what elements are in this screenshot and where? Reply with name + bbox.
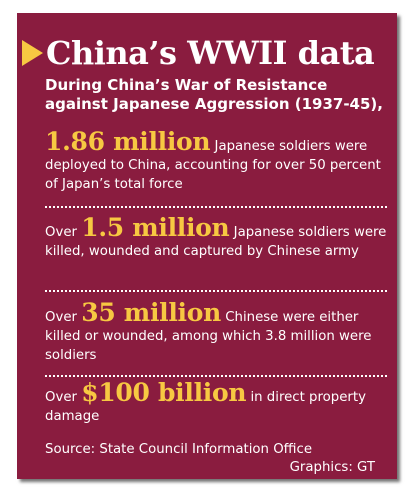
stat-text: Chinese were either killed or wounded, among which 3.8 million were soldiers <box>45 310 372 363</box>
stat-item <box>45 213 387 261</box>
infographic-panel <box>17 13 397 479</box>
stat-text: Japanese soldiers were deployed to China, accounting for over 50 percent of Japan’s total force <box>45 139 381 192</box>
stat-item <box>45 127 387 194</box>
subtitle: During China’s War of Resistance against Japanese Aggression (1937-45), <box>45 76 383 113</box>
graphics-credit: Graphics: GT <box>289 460 375 475</box>
page-title: China’s WWII data <box>46 34 375 72</box>
stat-prefix: Over <box>45 310 82 325</box>
stat-prefix: Over <box>45 225 82 240</box>
stat-figure: 1.86 million <box>45 127 211 156</box>
stat-figure: 35 million <box>81 298 222 327</box>
stat-prefix: Over <box>45 390 82 405</box>
dotted-divider <box>45 375 387 377</box>
dotted-divider <box>45 206 387 208</box>
stat-item <box>45 298 387 365</box>
stat-figure: $100 billion <box>81 378 247 407</box>
stat-text: Japanese soldiers were killed, wounded and captured by Chinese army <box>45 225 387 259</box>
title-row <box>17 35 374 71</box>
stat-item <box>45 378 387 426</box>
stat-text: in direct property damage <box>45 390 366 424</box>
dotted-divider <box>45 290 387 292</box>
stat-figure: 1.5 million <box>81 213 230 242</box>
source-note: Source: State Council Information Office <box>45 442 313 457</box>
triangle-right-icon <box>22 40 43 66</box>
